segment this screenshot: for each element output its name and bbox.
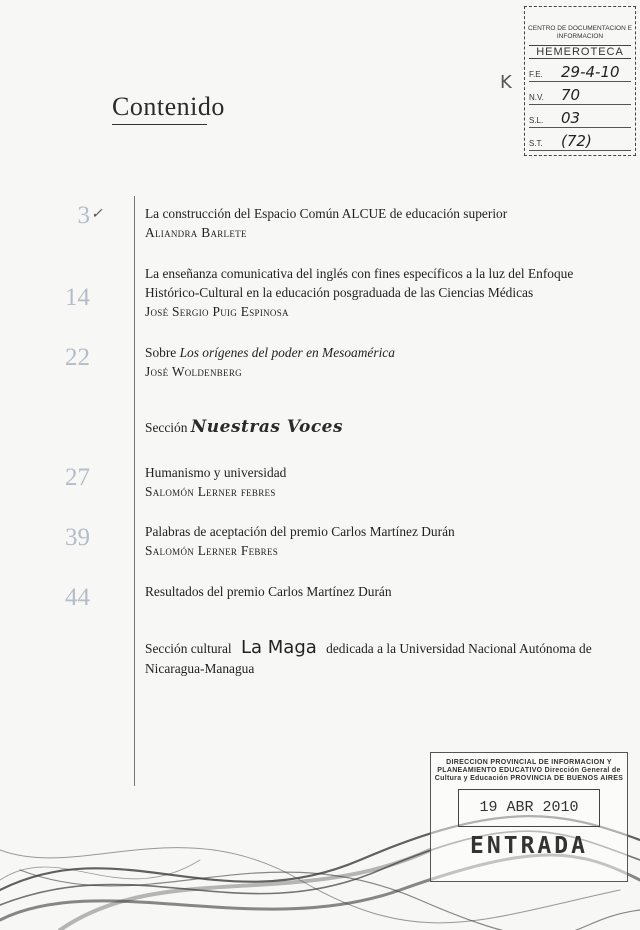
stamp-label: HEMEROTECA (529, 45, 631, 59)
entry-title-prefix: Sobre (145, 345, 177, 360)
stamp-date: 19 ABR 2010 (458, 789, 600, 827)
page-number: 14 (65, 284, 90, 311)
section-name: Nuestras Voces (190, 417, 344, 437)
entry-author: Salomón Lerner febres (145, 484, 276, 499)
cultural-prefix: Sección cultural (145, 641, 232, 656)
page-number: 3 (77, 202, 90, 229)
stamp-row: S.T. (72) (529, 132, 631, 151)
toc-entry (145, 582, 615, 601)
entry-title: Resultados del premio Carlos Martínez Durán (145, 584, 392, 599)
check-mark-icon: ✓ (91, 207, 103, 222)
entry-author: José Sergio Puig Espinosa (145, 304, 289, 319)
hemeroteca-stamp (524, 6, 636, 156)
toc-entry (145, 463, 615, 501)
entry-title: La construcción del Espacio Común ALCUE de educación superior (145, 206, 508, 221)
toc-entry (145, 204, 615, 242)
handwritten-mark: K (500, 72, 512, 93)
entry-author: Salomón Lerner Febres (145, 543, 279, 558)
entry-author: Aliandra Barlete (145, 225, 247, 240)
entry-title-italic: Los orígenes del poder en Mesoamérica (179, 345, 395, 360)
stamp-header: CENTRO DE DOCUMENTACION E INFORMACION (528, 25, 632, 40)
stamp-header: DIRECCION PROVINCIAL DE INFORMACION Y PLANEAMIENTO EDUCATIVO Dirección General de Cultura y Educación PROVINCIA DE BUENOS AIRES (434, 759, 624, 782)
page-title: Contenido (112, 92, 225, 121)
cultural-section (145, 638, 615, 679)
entry-title: Humanismo y universidad (145, 465, 287, 480)
entry-author: José Woldenberg (145, 364, 242, 379)
page-number: 39 (65, 524, 90, 551)
stamp-row: S.L. 03 (529, 109, 631, 128)
page-number: 27 (65, 464, 90, 491)
cultural-suffix: dedicada a la Universidad Nacional Autónoma de Nicaragua-Managua (145, 641, 592, 676)
vertical-rule (134, 196, 135, 786)
entrada-stamp (430, 752, 628, 882)
stamp-label: ENTRADA (470, 833, 588, 859)
toc-entry (145, 343, 615, 381)
section-prefix: Sección (145, 420, 188, 435)
cultural-name: La Maga (241, 637, 317, 658)
page-number: 22 (65, 344, 90, 371)
entry-title: La enseñanza comunicativa del inglés con fines específicos a la luz del Enfoque Histórico-Cultural en la educación posgraduada de las Ciencias Médicas (145, 266, 574, 300)
toc-entry (145, 264, 615, 321)
title-underline (112, 124, 207, 125)
stamp-row: N.V. 70 (529, 86, 631, 105)
section-heading (145, 418, 615, 437)
toc-entry (145, 522, 615, 560)
stamp-row: F.E. 29-4-10 (529, 63, 631, 82)
entry-title: Palabras de aceptación del premio Carlos Martínez Durán (145, 524, 455, 539)
entry-title (145, 343, 615, 362)
page-number: 44 (65, 584, 90, 611)
